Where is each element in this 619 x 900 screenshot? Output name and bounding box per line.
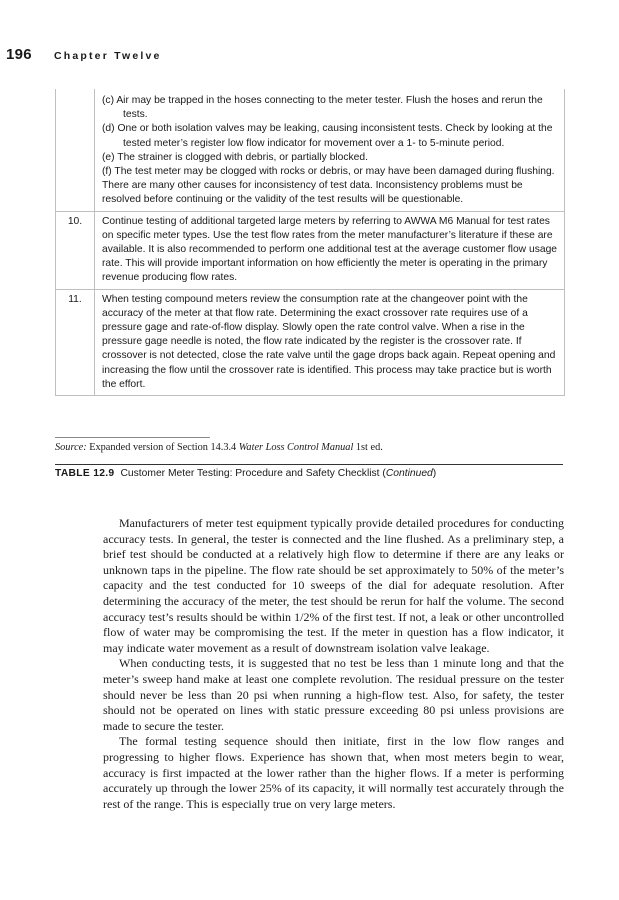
source-note: [55, 442, 383, 453]
table-row: [56, 211, 564, 289]
table-title: Customer Meter Testing: Procedure and Safety Checklist: [120, 468, 380, 479]
table-caption: TABLE 12.9 Customer Meter Testing: Procedure and Safety Checklist (Continued): [55, 468, 437, 479]
running-head: [6, 46, 162, 63]
item-label: (d): [102, 123, 115, 135]
list-item: [102, 151, 558, 165]
source-text: Expanded version of Section 14.3.4: [89, 442, 237, 453]
table-row: [56, 289, 564, 395]
paragraph: The formal testing sequence should then initiate, first in the low flow ranges and progressing to higher flows. Experience has shown that, when most meters begin to wear, accuracy is first impacted at the lower rather than the higher flows. If a meter is performing accurately up through the lower 25% of its capacity, it will normally test accurately through the rest of the range. This is especially true on very large meters.: [103, 734, 564, 811]
item-label: (e): [102, 151, 115, 163]
table-text-cell: [95, 89, 564, 211]
item-text: Air may be trapped in the hoses connecting to the meter tester. Flush the hoses and rerun the tests.: [116, 95, 543, 121]
list-item: [102, 122, 558, 150]
table-text-cell: Continue testing of additional targeted large meters by referring to AWWA M6 Manual for test rates on specific meter types. Use the test flow rates from the meter manufacturer’s literature if these are available. It is also recommended to perform one additional test at the average customer flow usage rate. This will provide important information on how efficiently the meter is operating in the primary revenue producing flow rates.: [102, 215, 558, 284]
item-text: The strainer is clogged with debris, or partially blocked.: [117, 151, 368, 163]
body-text: [103, 516, 564, 812]
continued-note: There are many other causes for inconsistency of test data. Inconsistency problems must be resolved before continuing or the validity of the test results will be questionable.: [102, 180, 523, 206]
item-text: One or both isolation valves may be leaking, causing inconsistent tests. Check by looking at the tested meter’s register low flow indicator for movement over a 1- to 5-minute period.: [117, 123, 553, 149]
paragraph: When conducting tests, it is suggested that no test be less than 1 minute long and that the meter’s sweep hand make at least one complete revolution. The residual pressure on the tester should never be less than 20 psi when running a high-flow test. Also, for safety, the tester should not be operated on lines with static pressure exceeding 80 psi unless provisions are made to secure the tester.: [103, 656, 564, 733]
source-title: Water Loss Control Manual: [238, 442, 354, 453]
chapter-title: Chapter Twelve: [53, 50, 162, 62]
list-item: [102, 94, 558, 122]
source-label: Source:: [55, 442, 87, 453]
table-text-cell: When testing compound meters review the consumption rate at the changeover point with the accuracy of the meter at that flow rate. Determining the exact crossover rate requires use of a pressure gage and rate-of-flow display. Slowly open the rate control valve. When a rise in the pressure gage needle is noted, the flow rate indicated by the register is the crossover rate. If crossover is not detected, close the rate valve until the gage drops back again. Repeat opening and increasing the flow until the crossover rate is identified. This process may take practice but is worth the effort.: [102, 293, 556, 390]
table-label: TABLE 12.9: [55, 468, 115, 479]
item-label: (c): [102, 95, 115, 106]
list-item: [102, 165, 558, 179]
table-number-cell: 10.: [56, 212, 95, 289]
table-number-cell: 11.: [56, 290, 95, 395]
caption-divider: [55, 464, 563, 465]
page-number: 196: [6, 46, 32, 63]
checklist-table: [55, 89, 565, 396]
item-text: The test meter may be clogged with rocks or debris, or may have been damaged during flushing.: [114, 166, 555, 178]
source-divider: [55, 437, 210, 438]
source-edition: 1st ed.: [355, 442, 383, 453]
continued-label: Continued: [385, 468, 433, 479]
table-row-continued: [56, 89, 564, 211]
table-number-cell: [56, 89, 95, 211]
item-label: (f): [102, 166, 112, 178]
paragraph: Manufacturers of meter test equipment typically provide detailed procedures for conducting accuracy tests. In general, the tester is connected and the line flushed. As a preliminary step, a brief test should be conducted at a relatively high flow to determine if there are any leaks or unknown taps in the pipeline. The flow rate should be set approximately to 50% of the meter’s capacity and the test conducted for 10 sweeps of the dial for adequate resolution. After determining the accuracy of the meter, the test should be rerun for half the volume. The second accuracy test’s results should be within 1/2% of the first test. If not, a leak or other uncontrolled flow of water may be compromising the test. If the meter in question has a flow indicator, it may indicate water movement as a result of downstream isolation valve leakage.: [103, 516, 564, 655]
